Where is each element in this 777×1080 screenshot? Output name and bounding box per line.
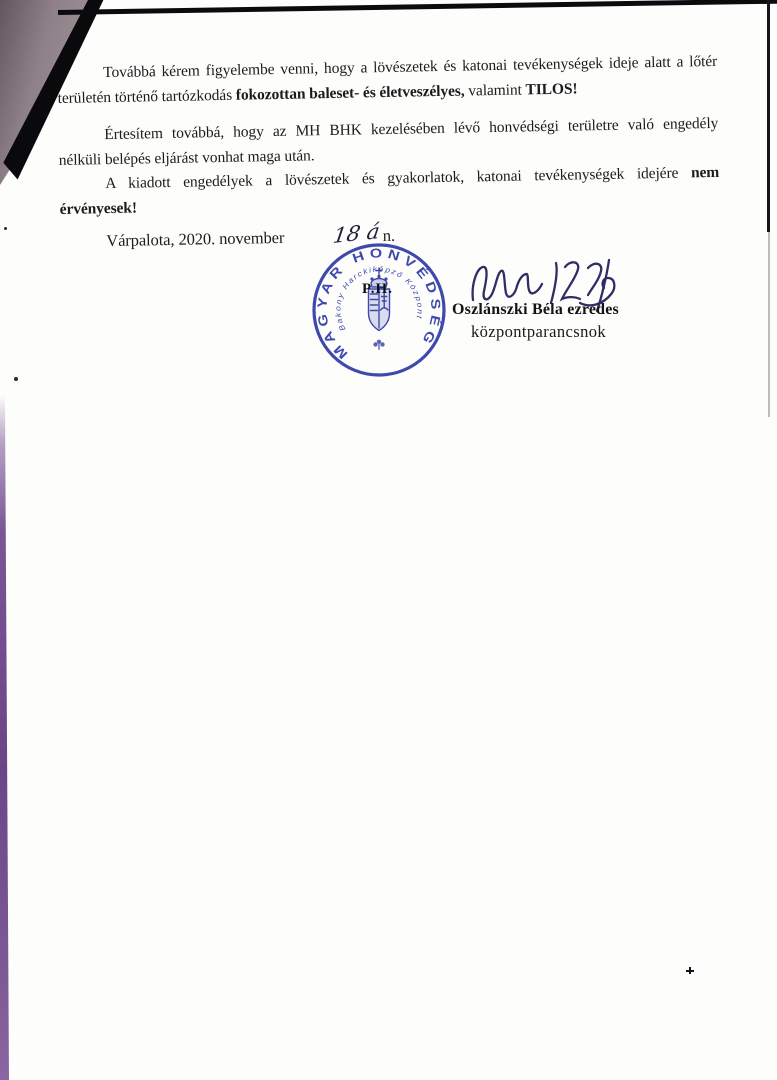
text-run: nem — [690, 163, 720, 182]
stamp-sprig-icon — [373, 340, 384, 350]
text-run: területén történő tartózkodás — [57, 86, 236, 107]
text-run: fokozottan baleset- és életveszélyes, — [235, 82, 465, 104]
scan-speck — [689, 967, 691, 974]
stamp-outer-text: MAGYAR HONVÉDSÉG — [314, 245, 444, 363]
scan-edge-right — [767, 0, 770, 232]
scan-edge-top — [58, 0, 777, 14]
text-run: TILOS! — [525, 79, 578, 98]
coat-of-arms-icon — [369, 268, 390, 331]
stamp — [310, 241, 448, 379]
document-lines — [57, 50, 720, 255]
stamp-inner-text: Bakony Harckiképző Központ — [333, 264, 425, 333]
signer-title: központparancsnok — [470, 322, 607, 341]
text-run: n. — [382, 225, 396, 246]
text-run: Várpalota, 2020. november — [106, 227, 285, 251]
text-run: Továbbá kérem figyelembe venni, hogy a lövészetek és katonai tevékenységek ideje alatt a lőtér — [103, 52, 718, 82]
text-run: valamint — [464, 80, 526, 100]
signer-name: Oszlánszki Béla ezredes — [452, 301, 619, 318]
scan-edge-right-faint — [768, 232, 770, 417]
text-run: Értesítem továbbá, hogy az MH BHK kezelésében lévő honvédségi területre való engedély — [104, 114, 719, 144]
text-run: nélküli belépés eljárást vonhat maga után. — [58, 146, 315, 169]
scan-edge-left-purple — [0, 395, 9, 1080]
text-run: A kiadott engedélyek a lövészetek és gyakorlatok, katonai tevékenységek idejére — [105, 164, 692, 193]
scan-speck — [4, 227, 7, 230]
handwritten-day: 18 á — [331, 219, 382, 248]
ph-label: P.H. — [362, 281, 393, 297]
text-run: érvényesek! — [59, 199, 138, 218]
scan-speck — [14, 377, 18, 381]
